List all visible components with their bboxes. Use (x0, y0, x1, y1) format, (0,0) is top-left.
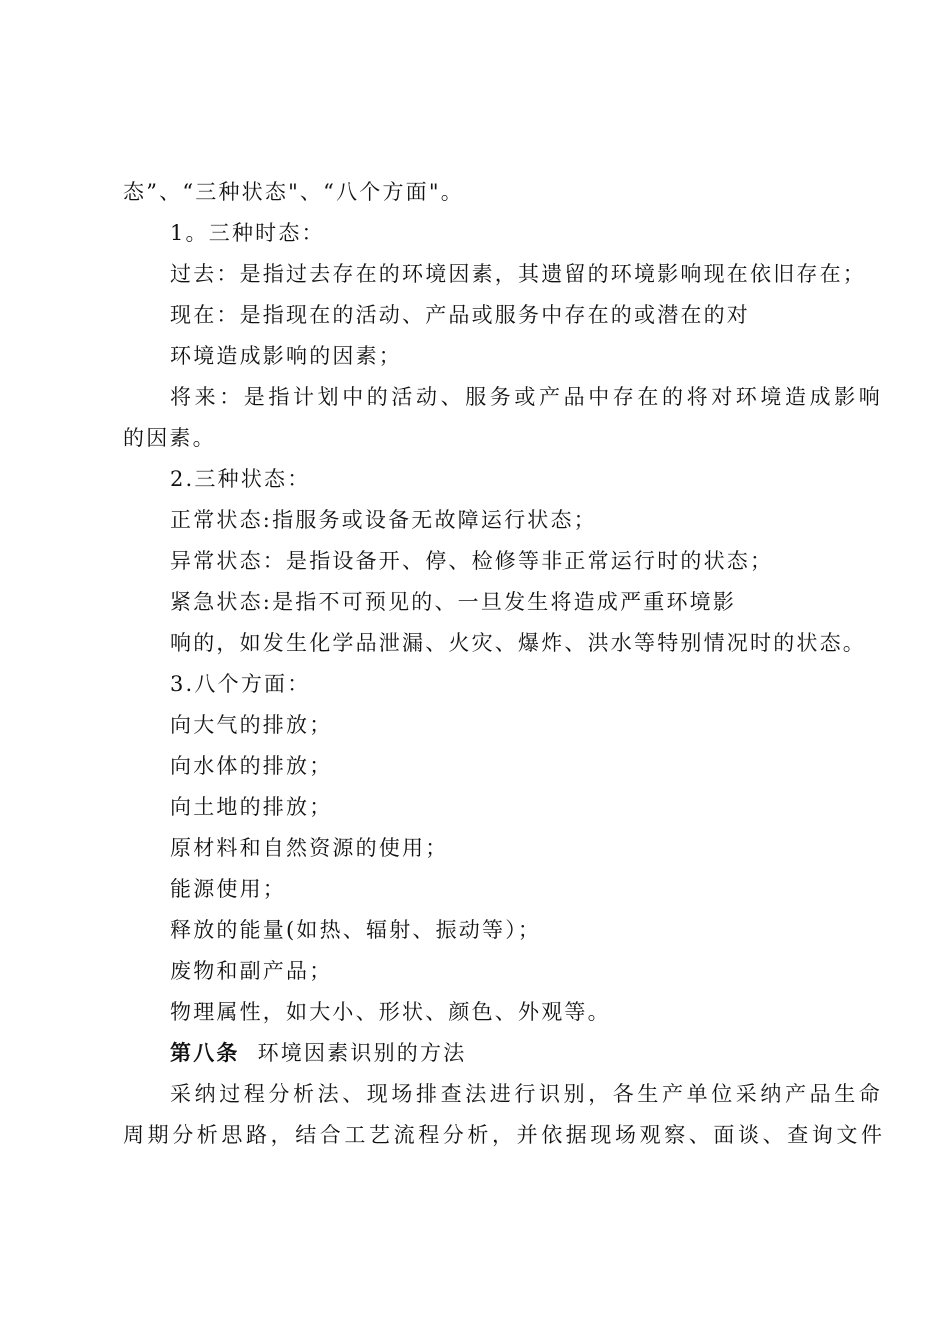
text-line: 的因素。 (123, 426, 216, 450)
list-item: 废物和副产品； (170, 959, 333, 983)
article-heading (170, 1039, 466, 1067)
text-line: 异常状态：是指设备开、停、检修等非正常运行时的状态； (170, 549, 774, 573)
text-line: 态”、“三种状态"、“八个方面"。 (123, 180, 464, 204)
list-item: 向水体的排放； (170, 754, 333, 778)
text-line: 采纳过程分析法、现场排查法进行识别，各生产单位采纳产品生命 (170, 1082, 884, 1106)
list-item: 释放的能量(如热、辐射、振动等）； (170, 918, 542, 942)
list-item: 向大气的排放； (170, 713, 333, 737)
text-line: 正常状态:指服务或设备无故障运行状态； (170, 508, 597, 532)
text-line: 将来：是指计划中的活动、服务或产品中存在的将对环境造成影响 (170, 385, 884, 409)
text-line: 环境造成影响的因素； (170, 344, 402, 368)
text-line: 周期分析思路，结合工艺流程分析，并依据现场观察、面谈、查询文件 (123, 1123, 886, 1147)
list-item: 能源使用； (170, 877, 286, 901)
section-heading-1: 1。三种时态： (170, 221, 325, 245)
list-item: 向土地的排放； (170, 795, 333, 819)
text-line: 紧急状态:是指不可预见的、一旦发生将造成严重环境影 (170, 590, 737, 614)
article-title: 环境因素识别的方法 (257, 1041, 467, 1065)
text-line: 响的，如发生化学品泄漏、火灾、爆炸、洪水等特别情况时的状态。 (170, 631, 866, 655)
article-number: 第八条 (170, 1040, 240, 1065)
text-line: 现在：是指现在的活动、产品或服务中存在的或潜在的对 (170, 303, 750, 327)
section-heading-2: 2.三种状态： (170, 467, 311, 491)
text-line: 过去：是指过去存在的环境因素，其遗留的环境影响现在依旧存在； (170, 262, 866, 286)
list-item: 物理属性，如大小、形状、颜色、外观等。 (170, 1000, 611, 1024)
list-item: 原材料和自然资源的使用； (170, 836, 449, 860)
section-heading-3: 3.八个方面： (170, 672, 311, 696)
